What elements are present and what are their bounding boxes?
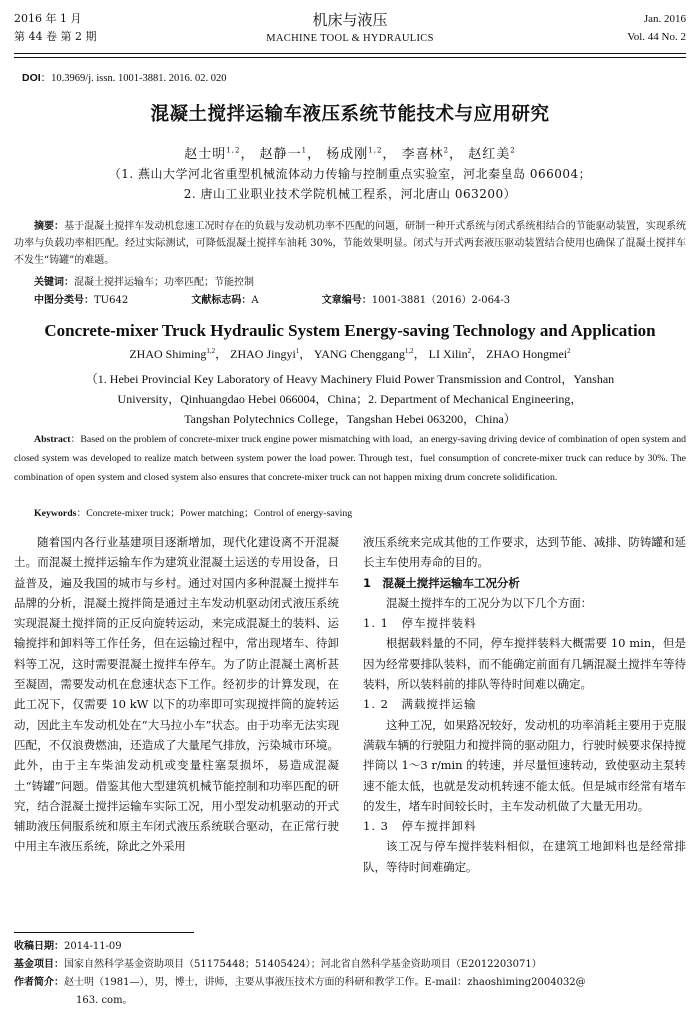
doc-code: 文献标志码：A (191, 295, 259, 306)
author-cn: 李喜林$^2$， (401, 146, 464, 162)
affiliation-cn-1: （1. 燕山大学河北省重型机械流体动力传输与控制重点实验室，河北秦皇岛 066004； (108, 167, 592, 181)
header-right (627, 10, 686, 46)
subsection-1-3-paragraph: 该工况与停车搅拌装料相似，在建筑工地卸料也是经常排队，等待时间难确定。 (363, 839, 686, 874)
header-date-en: Jan. 2016 (643, 13, 686, 25)
section-1-paragraph: 混凝土搅拌车的工况分为以下几个方面： (386, 595, 593, 610)
affiliation-cn-2: 2. 唐山工业职业技术学院机械工程系，河北唐山 063200） (183, 187, 517, 201)
author-cn: 赵红美$^2$ (468, 146, 516, 162)
keywords-cn-text: 混凝土搅拌运输车；功率匹配；节能控制 (74, 277, 254, 288)
title-en: Concrete-mixer Truck Hydraulic System Energy-saving Technology and Application (44, 321, 656, 340)
keywords-en (34, 505, 352, 523)
article-number: 文章编号：1001-3881（2016）2-064-3 (321, 295, 511, 306)
journal-name-cn: 机床与液压 (312, 11, 388, 29)
author-cn: 杨成刚$^{1,2}$， (326, 146, 397, 162)
author-en: ZHAO Hongmei$^2$ (486, 347, 571, 361)
header-date-cn: 2016 年 1 月 (14, 12, 82, 25)
authors-cn (0, 143, 700, 162)
doi-line (22, 70, 226, 85)
body-column-left (14, 532, 339, 857)
abstract-en-label: Abstract (34, 434, 71, 445)
received-date: 收稿日期： 2014-11-09 (14, 941, 122, 952)
header-volume-cn: 第 44 卷 第 2 期 (14, 30, 97, 43)
author-cn: 赵静一$^1$， (259, 146, 322, 162)
author-bio: 作者简介： 赵士明（1981—），男，博士，讲师，主要从事液压技术方面的科研和教学工作。E-mail：zhaoshiming2004032@ (14, 977, 586, 988)
affiliation-en-2: University，Qinhuangdao Hebei 066004，China；2. Department of Mechanical Engineering， (117, 392, 583, 406)
body-column-right (363, 532, 686, 877)
abstract-cn-label: 摘要： (34, 221, 65, 232)
title-cn: 混凝土搅拌运输车液压系统节能技术与应用研究 (150, 104, 550, 125)
affiliation-en-1: （1. Hebei Provincial Key Laboratory of Heavy Machinery Fluid Power Transmission and Control，Yanshan (85, 372, 615, 386)
journal-name-en: MACHINE TOOL & HYDRAULICS (266, 33, 434, 44)
author-en: YANG Chenggang$^{1,2}$， (313, 347, 426, 361)
author-bio-continued: 163. com。 (76, 995, 133, 1006)
subsection-heading-1-2: 1. 2 满载搅拌运输 (363, 697, 477, 712)
header-center (14, 10, 686, 48)
abstract-en-text: ：Based on the problem of concrete-mixer truck engine power mismatching with load，an energy-saving driving device of combination of open system and closed system was developed to realize match between system power the load power. Through test，fuel consumption of concrete-mixer truck can reduce by 30%. The combination of open system and closed system also ensures that concrete-mixer truck can not happen mixing drum concrete solidification. (14, 434, 686, 483)
header-volume-en: Vol. 44 No. 2 (627, 31, 686, 43)
keywords-cn-label: 关键词： (34, 277, 74, 288)
intro-continuation: 液压系统来完成其他的工作要求，达到节能、减排、防铸罐和延长主车使用寿命的目的。 (363, 535, 686, 570)
footnotes (14, 938, 686, 1010)
footnote-rule (14, 932, 194, 933)
header-rule-thick (14, 53, 686, 54)
subsection-heading-1-3: 1. 3 停车搅拌卸料 (363, 819, 477, 834)
clc-number: 中图分类号：TU642 (34, 295, 129, 306)
section-heading-1: 1 混凝土搅拌运输车工况分析 (363, 575, 520, 590)
doi-value: ：10.3969/j. issn. 1001-3881. 2016. 02. 020 (40, 73, 227, 84)
classification-line (34, 292, 570, 309)
affiliation-en-3: Tangshan Polytechnics College，Tangshan Hebei 063200，China） (184, 412, 516, 426)
keywords-cn (34, 274, 254, 291)
author-cn: 赵士明$^{1,2}$， (184, 146, 255, 162)
keywords-en-label: Keywords (34, 508, 77, 519)
subsection-1-2-paragraph: 这种工况，如果路况较好，发动机的功率消耗主要用于克服满载车辆的行驶阻力和搅拌筒的驱动阻力，行驶时候要求保持搅拌筒以 1～3 r/min 的转速，并尽量恒速转动，致使驱动主泵转速不能太低，也就是发动机转速不能太低。但是城市经常有堵车的发生，堵车时间较长时，主车发动机做了大量无用功。 (363, 717, 686, 813)
keywords-en-text: ：Concrete-mixer truck；Power matching；Control of energy-saving (76, 508, 353, 519)
intro-paragraph: 随着国内各行业基建项目逐渐增加，现代化建设离不开混凝土。而混凝土搅拌运输车作为建筑业混凝土运送的专用设备，日益普及，遍及我国的城市与乡村。通过对国内多种混凝土搅拌车品牌的分析，混凝土搅拌筒是通过主车发动机驱动闭式液压系统实现混凝土搅拌筒的正反向旋转运动，来完成混凝土的装料、运输搅拌和卸料等工作任务，但在运输过程中，常出现堵车、待卸料等工况，这时需要混凝土搅拌车停车。为了防止混凝土离析甚至凝固，需要发动机在怠速状态下工作。经初步的计算发现，在此工况下，仅需要 10 kW 以下的功率即可实现搅拌筒的旋转运动，因此主车发动机处在“大马拉小车”状态。由于功率无法实现匹配，不仅浪费燃油，还造成了大量尾气排放，污染城市环境。此外，由于主车柴油发动机或变量柱塞泵损坏，易造成混凝土“铸罐”问题。借鉴其他大型建筑机械节能控制和功率匹配的研究，结合混凝土搅拌运输车实际工况，用小型发动机驱动的开式辅助液压伺服系统和原主车闭式液压系统联合驱动，在正常行驶中用主车液压系统，除此之外采用 (14, 535, 339, 854)
abstract-cn-text: 基于混凝土搅拌车发动机怠速工况时存在的负载与发动机功率不匹配的问题，研制一种开式系统与闭式系统相结合的节能驱动装置，实现系统功率与负载功率相匹配。经过实际测试，可降低混凝土搅拌车油耗 30%，节能效果明显。闭式与开式两套液压驱动装置结合使用也确保了混凝土搅拌车不发生“铸罐”的难题。 (14, 221, 686, 266)
author-en: LI Xilin$^2$， (428, 347, 484, 361)
doi-label: DOI (22, 72, 41, 84)
subsection-1-1-paragraph: 根据载料量的不同，停车搅拌装料大概需要 10 min，但是因为经常要排队装料，而不能确定前面有几辆混凝土搅拌车等待装料，所以装料前的排队等待时间难以确定。 (363, 636, 686, 692)
subsection-heading-1-1: 1. 1 停车搅拌装料 (363, 616, 477, 631)
author-en: ZHAO Shiming$^{1,2}$， (129, 347, 228, 361)
abstract-cn (14, 218, 686, 269)
header-rule-thin (14, 57, 686, 58)
abstract-en (14, 430, 686, 487)
author-en: ZHAO Jingyi$^1$， (230, 347, 312, 361)
authors-en (0, 345, 700, 362)
fund-info: 基金项目： 国家自然科学基金资助项目（51175448；51405424）；河北省自然科学基金资助项目（E2012203071） (14, 959, 542, 970)
running-header (14, 10, 686, 50)
